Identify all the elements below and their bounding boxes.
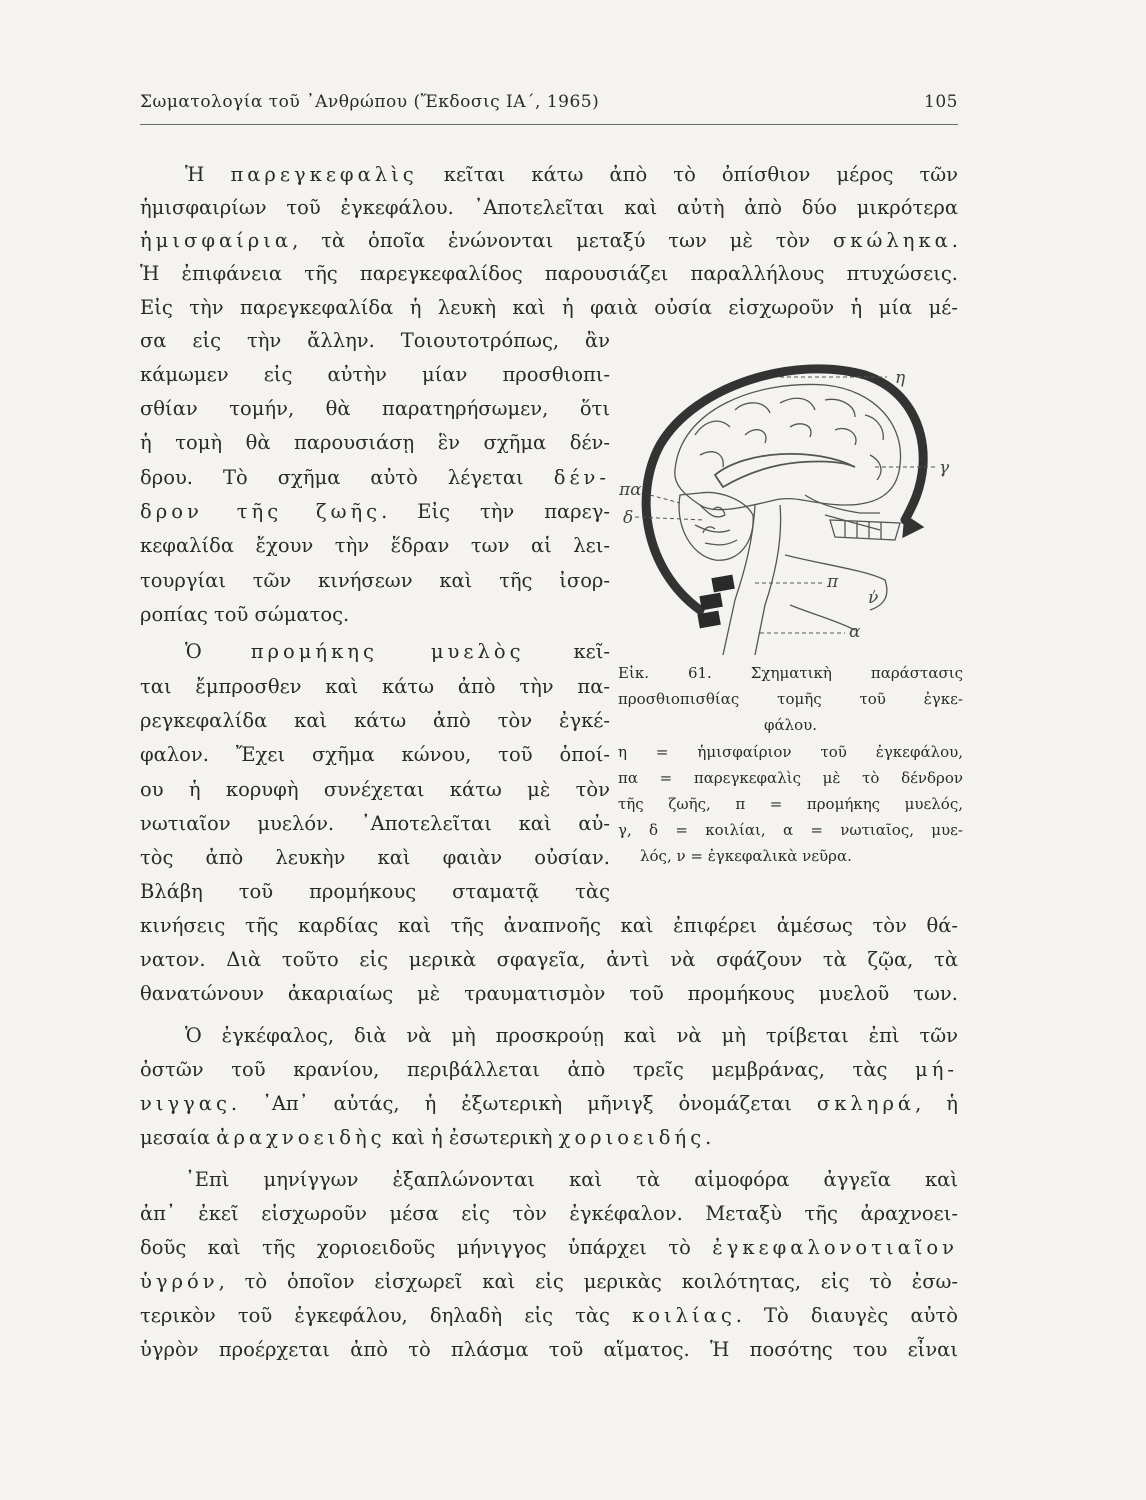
text-line: δρου. Τὸ σχῆμα αὐτὸ λέγεται δέν- bbox=[140, 466, 610, 489]
text-line: μεσαία ἀραχνοειδὴς καὶ ἡ ἐσωτερικὴ χοριοειδής. bbox=[140, 1126, 712, 1149]
figure-legend-line: πα = παρεγκεφαλὶς μὲ τὸ δένδρον bbox=[618, 769, 963, 787]
text-line: ου ἡ κορυφὴ συνέχεται κάτω μὲ τὸν bbox=[140, 778, 610, 801]
label-alpha: α bbox=[849, 622, 861, 642]
text-line: σθίαν τομήν, θὰ παρατηρήσωμεν, ὅτι bbox=[140, 397, 610, 420]
text-line: ἡμισφαιρίων τοῦ ἐγκεφάλου. ᾿Αποτελεῖται καὶ αὐτὴ ἀπὸ δύο μικρότερα bbox=[140, 196, 958, 219]
figure-legend-line: τῆς ζωῆς, π = προμήκης μυελός, bbox=[618, 795, 963, 813]
figure-caption-line: Εἰκ. 61. Σχηματικὴ παράστασις bbox=[618, 664, 963, 682]
text-line: τερικὸν τοῦ ἐγκεφάλου, δηλαδὴ εἰς τὰς κοιλίας. Τὸ διαυγὲς αὐτὸ bbox=[140, 1304, 958, 1327]
vertebra bbox=[700, 593, 722, 609]
figure-legend-line: γ, δ = κοιλίαι, α = νωτιαῖος, μυε- bbox=[618, 821, 963, 839]
page-number: 105 bbox=[924, 92, 958, 112]
text-line: κάμωμεν εἰς αὐτὴν μίαν προσθιοπι- bbox=[140, 363, 610, 386]
text-line: κεφαλίδα ἔχουν τὴν ἕδραν των αἱ λει- bbox=[140, 534, 610, 557]
text-line: νιγγας. ᾿Απ᾿ αὐτάς, ἡ ἐξωτερικὴ μῆνιγξ ὀνομάζεται σκληρά, ἡ bbox=[140, 1092, 958, 1115]
vertebra bbox=[712, 575, 734, 591]
skull-outline bbox=[646, 369, 923, 610]
label-eta: η bbox=[895, 368, 906, 388]
text-line: ὑγρὸν προέρχεται ἀπὸ τὸ πλάσμα τοῦ αἵματος. Ἡ ποσότης του εἶναι bbox=[140, 1338, 958, 1361]
text-line: Ἡ παρεγκεφαλὶς κεῖται κάτω ἀπὸ τὸ ὀπίσθιον μέρος τῶν bbox=[185, 163, 958, 186]
text-line: δρον τῆς ζωῆς. Εἰς τὴν παρεγ- bbox=[140, 500, 610, 523]
gyri-lines bbox=[695, 398, 883, 480]
emphasized-term: χοριοειδής bbox=[558, 1126, 706, 1149]
text-line: τὸς ἀπὸ λευκὴν καὶ φαιὰν οὐσίαν. bbox=[140, 846, 610, 869]
text-line: ὑγρόν, τὸ ὁποῖον εἰσχωρεῖ καὶ εἰς μερικὰς κοιλότητας, εἰς τὸ ἐσω- bbox=[140, 1270, 958, 1293]
label-pi: π bbox=[827, 572, 839, 592]
emphasized-term: σκληρά bbox=[816, 1092, 916, 1115]
emphasized-term: κοιλίας bbox=[632, 1304, 736, 1327]
occipital-dark-tip bbox=[903, 515, 923, 537]
text-line: Βλάβη τοῦ προμήκους σταματᾷ τὰς bbox=[140, 880, 610, 903]
text-line: κινήσεις τῆς καρδίας καὶ τῆς ἀναπνοῆς καὶ ἐπιφέρει ἀμέσως τὸν θά- bbox=[140, 914, 958, 937]
text-line: ται ἔμπροσθεν καὶ κάτω ἀπὸ τὴν πα- bbox=[140, 675, 610, 698]
figure-caption-line: προσθιοπισθίας τομῆς τοῦ ἐγκε- bbox=[618, 690, 963, 708]
text-line: ἀπ᾿ ἐκεῖ εἰσχωροῦν μέσα εἰς τὸν ἐγκέφαλον. Μεταξὺ τῆς ἀραχνοει- bbox=[140, 1202, 958, 1225]
running-header bbox=[140, 90, 958, 125]
label-gamma: γ bbox=[939, 458, 950, 478]
text-line: ἡ τομὴ θὰ παρουσιάσῃ ἓν σχῆμα δέν- bbox=[140, 431, 610, 454]
label-nu: ν bbox=[868, 588, 879, 608]
emphasized-term: σκώληκα bbox=[833, 229, 952, 252]
text-line: νατον. Διὰ τοῦτο εἰς μερικὰ σφαγεῖα, ἀντὶ νὰ σφάζουν τὰ ζῷα, τὰ bbox=[140, 948, 958, 971]
text-line: θανατώνουν ἀκαριαίως μὲ τραυματισμὸν τοῦ προμήκους μυελοῦ των. bbox=[140, 982, 958, 1005]
figure-caption-line: φάλου. bbox=[763, 716, 818, 734]
text-line: ἡμισφαίρια, τὰ ὁποῖα ἑνώνονται μεταξύ των μὲ τὸν σκώληκα. bbox=[140, 229, 958, 252]
figure-legend-line: η = ἡμισφαίριον τοῦ ἐγκεφάλου, bbox=[618, 743, 963, 761]
vertebra bbox=[698, 611, 720, 627]
corpus-callosum bbox=[715, 454, 855, 487]
text-line: ὀστῶν τοῦ κρανίου, περιβάλλεται ἀπὸ τρεῖς μεμβράνας, τὰς μή- bbox=[140, 1058, 958, 1081]
label-delta: δ bbox=[623, 508, 634, 528]
text-line: Ἡ ἐπιφάνεια τῆς παρεγκεφαλίδος παρουσιάζει παραλλήλους πτυχώσεις. bbox=[140, 262, 958, 285]
emphasized-term: ἡμισφαίρια bbox=[140, 229, 293, 252]
text-line: Ὁ προμήκης μυελὸς κεῖ- bbox=[185, 640, 610, 663]
emphasized-term: νιγγας bbox=[140, 1092, 231, 1115]
arbor-vitae bbox=[695, 505, 737, 545]
text-line: δοῦς καὶ τῆς χοριοειδοῦς μήνιγγος ὑπάρχει τὸ ἐγκεφαλονοτιαῖον bbox=[140, 1236, 958, 1259]
text-line: σα εἰς τὴν ἄλλην. Τοιουτοτρόπως, ἂν bbox=[140, 329, 610, 352]
text-line: ᾿Επὶ μηνίγγων ἐξαπλώνονται καὶ τὰ αἱμοφόρα ἀγγεῖα καὶ bbox=[185, 1168, 958, 1191]
text-line: φαλον. Ἔχει σχῆμα κώνου, τοῦ ὁποί- bbox=[140, 743, 610, 766]
emphasized-term: δρον τῆς ζωῆς bbox=[140, 500, 382, 523]
text-line: νωτιαῖον μυελόν. ᾿Αποτελεῖται καὶ αὐ- bbox=[140, 812, 610, 835]
emphasized-term: ὑγρόν bbox=[140, 1270, 219, 1293]
text-line: τουργίαι τῶν κινήσεων καὶ τῆς ἰσορ- bbox=[140, 569, 610, 592]
text-line: ροπίας τοῦ σώματος. bbox=[140, 603, 350, 626]
text-line: Εἰς τὴν παρεγκεφαλίδα ἡ λευκὴ καὶ ἡ φαιὰ οὐσία εἰσχωροῦν ἡ μία μέ- bbox=[140, 296, 958, 319]
text-line: Ὁ ἐγκέφαλος, διὰ νὰ μὴ προσκρούῃ καὶ νὰ μὴ τρίβεται ἐπὶ τῶν bbox=[185, 1024, 958, 1047]
emphasized-term: προμήκης μυελὸς bbox=[250, 640, 525, 663]
teeth bbox=[830, 520, 900, 540]
emphasized-term: δέν- bbox=[553, 466, 610, 489]
text-line: ρεγκεφαλίδα καὶ κάτω ἀπὸ τὸν ἐγκέ- bbox=[140, 709, 610, 732]
brain-section-figure bbox=[605, 355, 965, 665]
label-pa: πα bbox=[619, 480, 642, 500]
emphasized-term: ἐγκεφαλονοτιαῖον bbox=[712, 1236, 958, 1259]
cerebellum bbox=[679, 492, 753, 560]
emphasized-term: ἀραχνοειδὴς bbox=[216, 1126, 386, 1149]
figure-legend-line: λός, ν = ἐγκεφαλικὰ νεῦρα. bbox=[640, 847, 852, 865]
header-title: Σωματολογία τοῦ ᾿Ανθρώπου (Ἔκδοσις ΙΑ΄, 1965) bbox=[140, 92, 600, 112]
emphasized-term: παρεγκεφαλὶς bbox=[230, 163, 418, 186]
emphasized-term: μή- bbox=[915, 1058, 958, 1081]
